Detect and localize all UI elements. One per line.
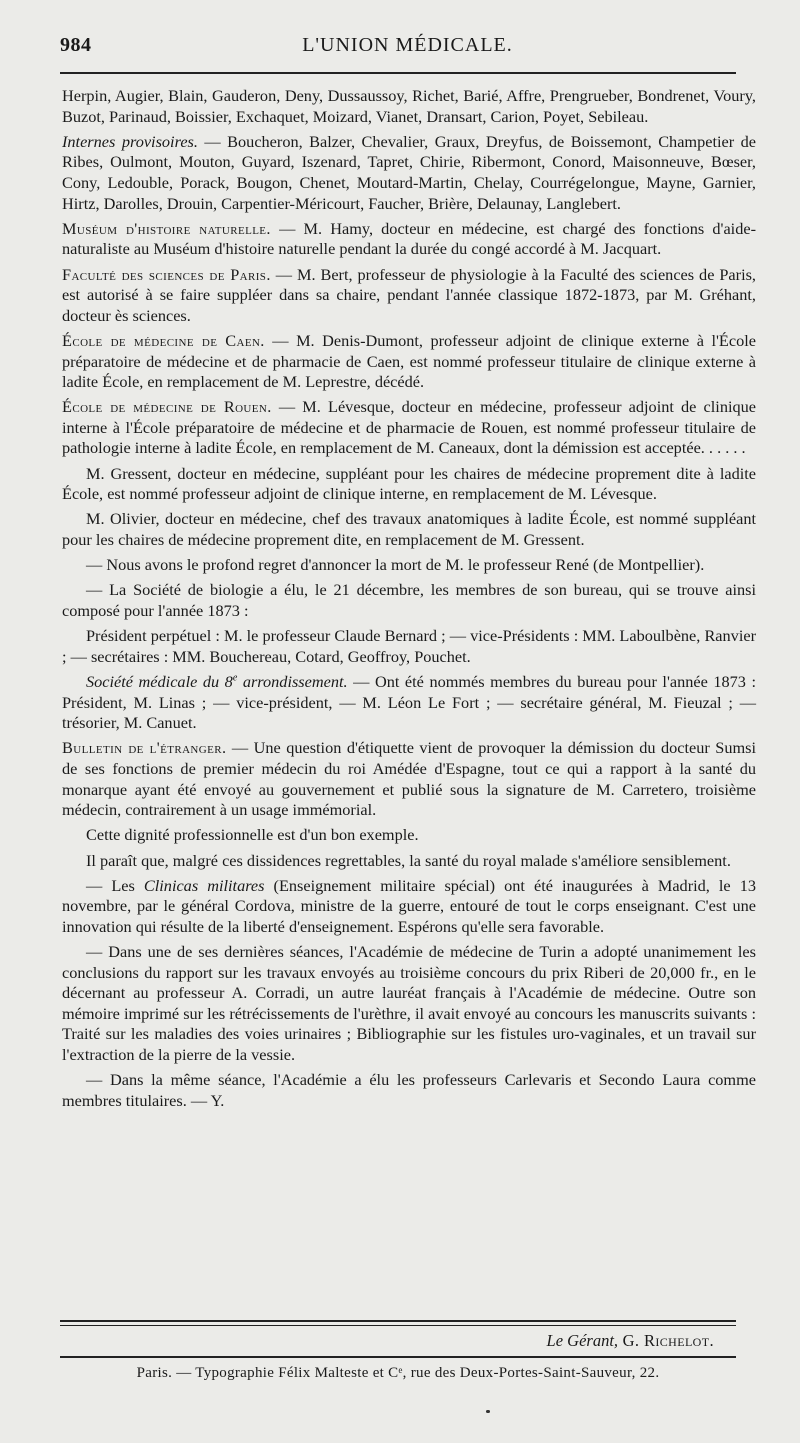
paragraph [62,509,756,550]
paragraph [62,219,756,260]
paragraph-heading: Muséum d'histoire naturelle. [62,218,271,238]
paragraph-heading: Clinicas militares [143,875,265,895]
paragraph-text: Cette dignité professionnelle est d'un bon exemple. [86,825,419,845]
paragraph-text: — Une question d'étiquette vient de provoquer la démission du docteur Sumsi de ses fonctions de premier médecin du roi Amédée d'Espagne, tout ce qui a rapport à la santé du monarque ayant été envoyé au gouvernement et publié sous la signature de M. Carretero, troisième médecin, contrairement à un usage immémorial. [62,738,756,820]
paragraph-text: M. Gressent, docteur en médecine, suppléant pour les chaires de médecine proprement dite à ladite École, est nommé professeur adjoint de clinique interne, en remplacement de M. Lévesque. [62,463,756,504]
paragraph-heading: Faculté des sciences de Paris. [62,264,271,284]
paragraph-text: — La Société de biologie a élu, le 21 décembre, les membres de son bureau, qui se trouve ainsi composé pour l'année 1873 : [62,580,756,620]
article-body [62,86,756,1116]
ink-mark [486,1410,490,1413]
paragraph-text: — M. Denis-Dumont, professeur adjoint de clinique externe à l'École préparatoire de médecine et de pharmacie de Caen, est nommé professeur titulaire de clinique externe à ladite École, en remplacement de M. Leprestre, décédé. [62,330,756,392]
footer-double-rule [60,1320,736,1326]
paragraph-text: — M. Bert, professeur de physiologie à la Faculté des sciences de Paris, est autorisé à se faire suppléer dans sa chaire, pendant l'année classique 1872-1873, par M. Gréhant, docteur ès sciences. [62,264,757,325]
paragraph-heading-cont: arrondissement. [237,671,348,691]
paragraph-heading: Société médicale du 8 [86,671,233,691]
paragraph-text: Il paraît que, malgré ces dissidences regrettables, la santé du royal malade s'améliore sensiblement. [86,850,731,870]
paragraph [62,580,756,621]
paragraph-heading: École de médecine de Caen. [62,330,265,350]
paragraph-heading: École de médecine de Rouen. [62,397,272,417]
paragraph [62,672,756,734]
paragraph-text: — Dans la même séance, l'Académie a élu les professeurs Carlevaris et Secondo Laura comme membres titulaires. — Y. [62,1070,756,1110]
page-number: 984 [60,34,92,56]
paragraph-text: (Enseignement militaire spécial) ont été inaugurées à Madrid, le 13 novembre, par le général Cordova, ministre de la guerre, entouré de tout le corps enseignant. C'est une innovation qui résulte de la liberté d'enseignement. Espérons qu'elle sera favorable. [62,875,756,936]
paragraph [62,876,756,938]
page-header [60,34,755,60]
paragraph-text: — Boucheron, Balzer, Chevalier, Graux, Dreyfus, de Boissemont, Champetier de Ribes, Oulmont, Mouton, Guyard, Iszenard, Tapret, Chirie, Ribermont, Conord, Maisonneuve, Bœser, Cony, Ledouble, Porack, Bougon, Chenet, Moutard-Martin, Chelay, Courrégelongue, Mayne, Garnier, Hirtz, Darolles, Drouin, Carpentier-Méricourt, Faucher, Brière, Delaunay, Langlebert. [62,131,756,213]
paragraph-text: — Nous avons le profond regret d'annoncer la mort de M. le professeur René (de Montpellier). [86,555,705,575]
paragraph-text: — M. Lévesque, docteur en médecine, professeur adjoint de clinique interne à l'École préparatoire de médecine et de pharmacie de Rouen, est nommé professeur titulaire de pathologie interne à ladite École, en remplacement de M. Caneaux, dont la démission est acceptée. . . . . . [62,397,756,458]
gerant-name: G. Richelot. [618,1331,714,1350]
paragraph-text: — Dans une de ses dernières séances, l'Académie de médecine de Turin a adopté unanimement les conclusions du rapport sur les travaux envoyés au troisième concours du prix Riberi de 20,000 fr., en le décernant au professeur A. Corradi, un autre lauréat français à l'Académie de médecine. Outre son mémoire imprimé sur les rétrécissements de l'urèthre, il avait envoyé au concours les manuscrits suivants : Traité sur les maladies des voies urinaires ; Bibliographie sur les fistules uro-vaginales, et un travail sur l'extraction de la pierre de la vessie. [62,942,756,1065]
paragraph [62,132,756,214]
paragraph-prefix: — Les [86,875,144,895]
running-title: L'UNION MÉDICALE. [302,34,513,56]
paragraph-text: — Ont été nommés membres du bureau pour l'année 1873 : Président, M. Linas ; — vice-président, — M. Léon Le Fort ; — secrétaire général, M. Fieuzal ; — trésorier, M. Canuet. [62,671,757,733]
paragraph [62,331,756,393]
paragraph-text: — M. Hamy, docteur en médecine, est chargé des fonctions d'aide-naturaliste au Muséum d'histoire naturelle pendant la durée du congé accordé à M. Jacquart. [62,218,756,259]
ordinal-superscript: e [232,672,238,684]
paragraph [62,1070,756,1111]
paragraph-text: M. Olivier, docteur en médecine, chef des travaux anatomiques à ladite École, est nommé suppléant pour les chaires de médecine proprement dite, en remplacement de M. Gressent. [62,509,756,550]
paragraph-heading: Internes provisoires. [62,131,198,151]
paragraph [62,626,756,667]
paragraph [62,555,756,576]
header-rule [60,72,736,74]
gerant-signature [547,1331,714,1351]
paragraph [62,851,756,872]
paragraph-heading: Bulletin de l'étranger. [62,738,227,758]
paragraph [62,86,756,127]
gerant-label: Le Gérant, [546,1331,619,1350]
paragraph [62,738,756,820]
paragraph [62,942,756,1066]
paragraph [62,464,756,505]
printer-imprint: Paris. — Typographie Félix Malteste et Cᵉ, rue des Deux-Portes-Saint-Sauveur, 22. [136,1365,660,1381]
paragraph [62,265,756,327]
paragraph [62,825,756,846]
footer-rule [60,1356,736,1358]
paragraph-text: Herpin, Augier, Blain, Gauderon, Deny, Dussaussoy, Richet, Barié, Affre, Prengrueber, Bondrenet, Voury, Buzot, Parinaud, Boissier, Exchaquet, Moizard, Vianet, Dransart, Carion, Poyet, Sebileau. [62,86,756,126]
paragraph-text: Président perpétuel : M. le professeur Claude Bernard ; — vice-Présidents : MM. Laboulbène, Ranvier ; — secrétaires : MM. Bouchereau, Cotard, Geoffroy, Pouchet. [62,626,756,666]
paragraph [62,397,756,459]
